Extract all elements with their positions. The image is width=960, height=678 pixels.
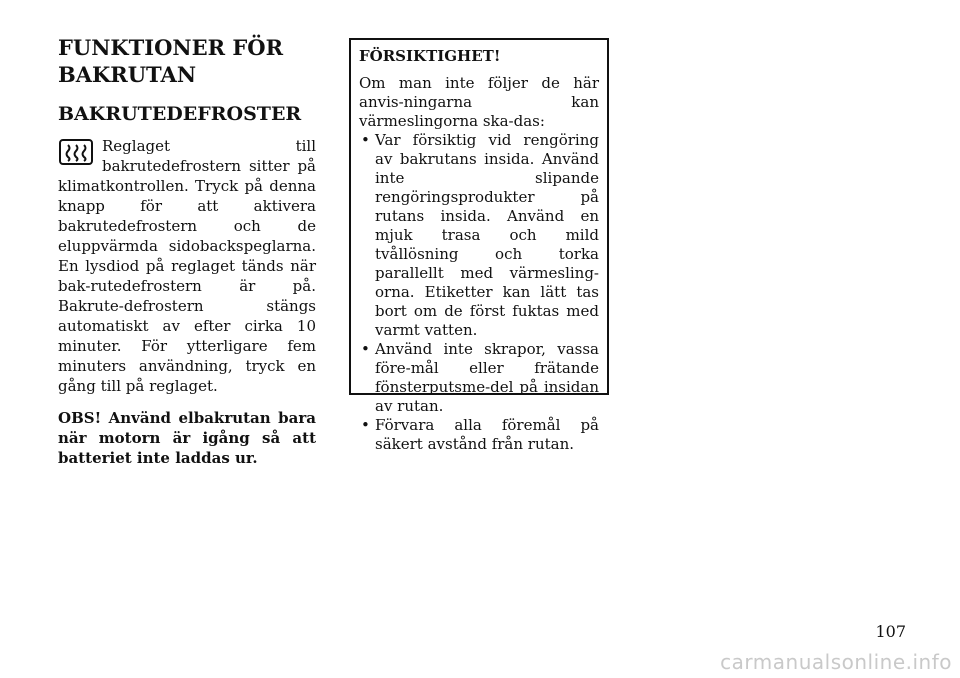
caution-list [359,131,599,454]
section-subtitle: BAKRUTEDEFROSTER [58,103,302,125]
defroster-paragraph [58,136,316,396]
section-title: FUNKTIONER FÖR BAKRUTAN [58,35,284,87]
caution-title: FÖRSIKTIGHET! [359,47,501,65]
caution-box [349,38,609,453]
page-number: 107 [875,622,906,641]
left-column [58,34,316,468]
defroster-text: Reglaget till bakrutedefrostern sitter på klimatkontrollen. Tryck på denna knapp för att aktivera bakrutedefrostern och de eluppvärmda sidobackspeglarna. En lysdiod på reglaget tänds när bak-rutedefrostern är på. Bakrute-defrostern stängs automatiskt av efter cirka 10 minuter. För ytterligare fem minuters användning, tryck en gång till på reglaget. [58,137,316,395]
caution-intro: Om man inte följer de här anvis-ningarna kan värmeslingorna ska-das: [359,74,599,130]
caution-item: • Var försiktig vid rengöring av bakrutans insida. Använd inte slipande rengöringsprodukter på rutans insida. Använd en mjuk trasa och mild tvållösning och torka parallellt med värmesling-orna. Etiketter kan lätt tas bort om de först fuktas med varmt vatten. [359,131,599,340]
rear-defrost-icon [58,138,94,166]
battery-note: OBS! Använd elbakrutan bara när motorn är igång så att batteriet inte laddas ur. [58,409,316,467]
watermark: carmanualsonline.info [720,650,952,674]
caution-item: • Använd inte skrapor, vassa före-mål eller frätande fönsterputsme-del på insidan av rutan. [359,340,599,416]
caution-item: • Förvara alla föremål på säkert avstånd från rutan. [359,416,599,454]
